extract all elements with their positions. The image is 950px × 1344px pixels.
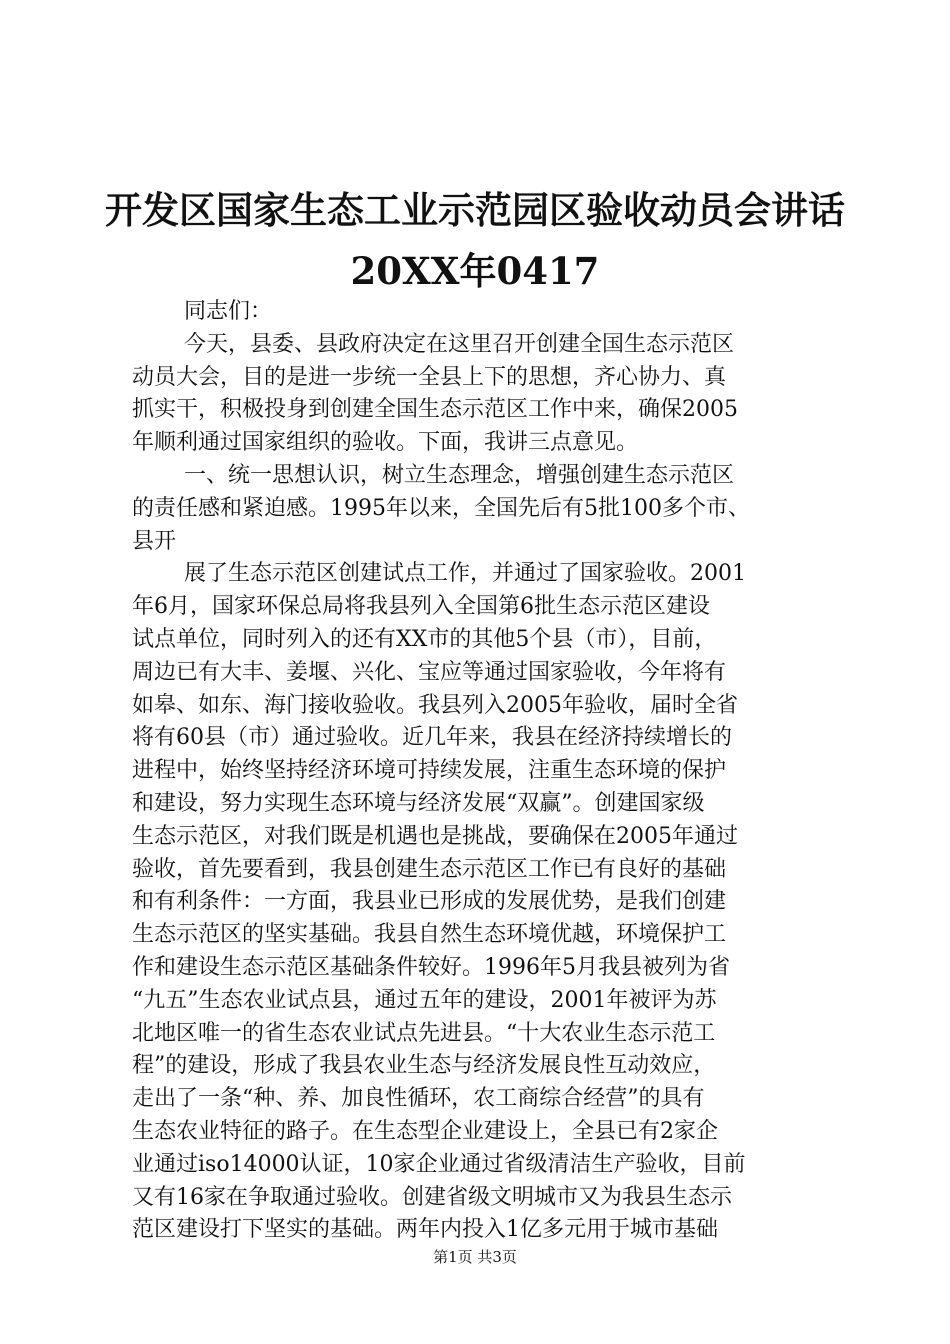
document-body <box>132 296 844 1247</box>
body-line: 生态示范区，对我们既是机遇也是挑战，要确保在2005年通过 <box>132 823 738 849</box>
body-line: 县开 <box>132 528 177 554</box>
body-line: 验收，首先要看到，我县创建生态示范区工作已有良好的基础 <box>132 856 727 882</box>
body-line: 如皋、如东、海门接收验收。我县列入2005年验收，届时全省 <box>132 692 738 718</box>
body-line: 走出了一条“种、养、加良性循环，农工商综合经营”的具有 <box>132 1086 705 1112</box>
page-footer: 第1页 共3页 <box>433 1248 517 1266</box>
document-title-date: 20XX年0417 <box>350 249 600 293</box>
body-line: 展了生态示范区创建试点工作，并通过了国家验收。2001 <box>184 561 746 587</box>
body-line: “九五”生态农业试点县，通过五年的建设，2001年被评为苏 <box>132 987 717 1013</box>
body-line: 范区建设打下坚实的基础。两年内投入1亿多元用于城市基础 <box>132 1217 718 1243</box>
body-line: 进程中，始终坚持经济环境可持续发展，注重生态环境的保护 <box>132 758 727 784</box>
body-line: 将有60县（市）通过验收。近几年来，我县在经济持续增长的 <box>132 725 732 751</box>
body-line: 业通过iso14000认证，10家企业通过省级清洁生产验收，目前 <box>132 1151 746 1177</box>
body-line: 北地区唯一的省生态农业试点先进县。“十大农业生态示范工 <box>132 1020 716 1046</box>
body-line: 年6月，国家环保总局将我县列入全国第6批生态示范区建设 <box>132 594 710 620</box>
body-line: 作和建设生态示范区基础条件较好。1996年5月我县被列为省 <box>132 954 730 980</box>
body-line: 又有16家在争取通过验收。创建省级文明城市又为我县生态示 <box>132 1184 732 1210</box>
body-line: 同志们： <box>184 299 273 324</box>
body-line: 周边已有大丰、姜堰、兴化、宝应等通过国家验收，今年将有 <box>132 659 727 685</box>
body-line: 的责任感和紧迫感。1995年以来，全国先后有5批100多个市、 <box>132 495 750 521</box>
body-line: 今天，县委、县政府决定在这里召开创建全国生态示范区 <box>184 331 735 357</box>
body-line: 程”的建设，形成了我县农业生态与经济发展良性互动效应， <box>132 1053 716 1079</box>
document-title: 开发区国家生态工业示范园区验收动员会讲话 <box>105 188 845 232</box>
body-line: 年顺利通过国家组织的验收。下面，我讲三点意见。 <box>132 430 639 456</box>
body-line: 和有利条件：一方面，我县业已形成的发展优势，是我们创建 <box>132 889 727 915</box>
body-line: 抓实干，积极投身到创建全国生态示范区工作中来，确保2005 <box>132 397 738 423</box>
body-line: 试点单位，同时列入的还有XX市的其他5个县（市），目前， <box>132 626 717 652</box>
body-line: 生态示范区的坚实基础。我县自然生态环境优越，环境保护工 <box>132 922 727 948</box>
body-line: 和建设，努力实现生态环境与经济发展“双赢”。创建国家级 <box>132 790 705 816</box>
body-line: 动员大会，目的是进一步统一全县上下的思想，齐心协力、真 <box>132 364 727 390</box>
body-line: 生态农业特征的路子。在生态型企业建设上，全县已有2家企 <box>132 1118 718 1144</box>
body-line: 一、统一思想认识，树立生态理念，增强创建生态示范区 <box>184 462 735 488</box>
